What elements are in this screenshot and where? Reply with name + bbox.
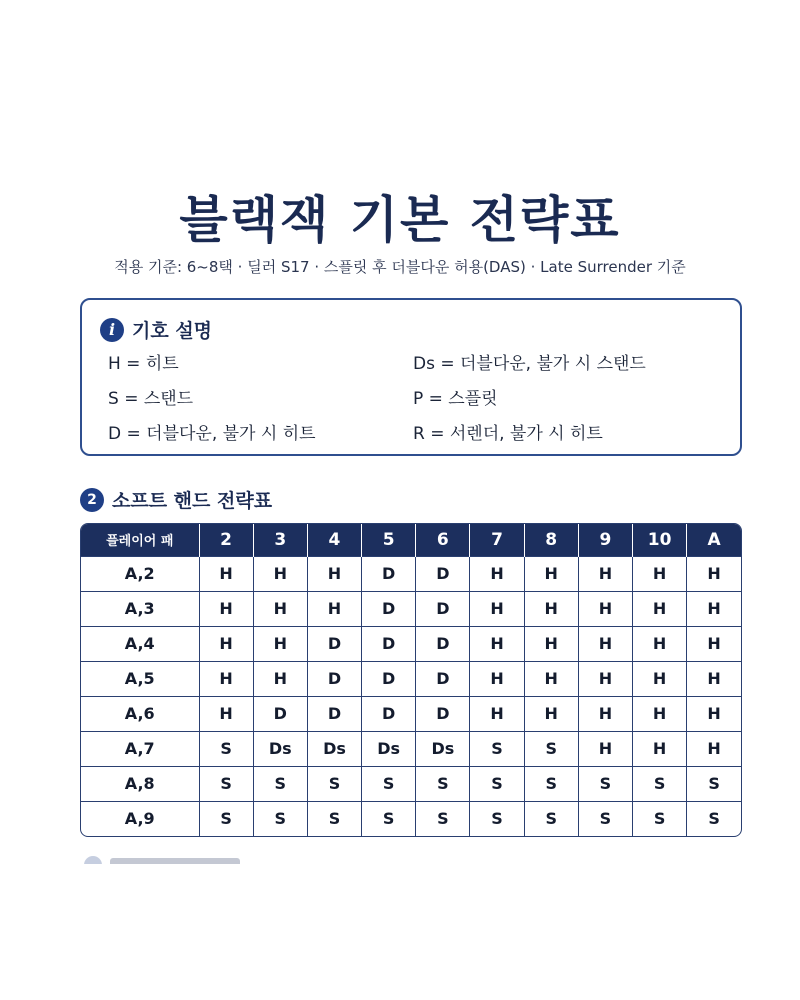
dealer-card-header: 3: [253, 524, 307, 556]
player-hand-header: 플레이어 패: [81, 524, 199, 556]
player-hand-cell: A,3: [81, 591, 199, 626]
action-cell: H: [524, 696, 578, 731]
action-cell: D: [416, 626, 470, 661]
legend-item: S = 스탠드: [108, 389, 194, 409]
action-cell: S: [633, 766, 687, 801]
action-cell: D: [416, 661, 470, 696]
action-cell: H: [307, 591, 361, 626]
action-cell: S: [362, 801, 416, 836]
action-cell: S: [470, 731, 524, 766]
table-row: [81, 766, 741, 801]
action-cell: H: [633, 696, 687, 731]
dealer-card-header: A: [687, 524, 741, 556]
action-cell: H: [524, 626, 578, 661]
table-row: [81, 556, 741, 591]
action-cell: H: [470, 696, 524, 731]
legend-grid: [108, 352, 728, 446]
page-title: 블랙잭 기본 전략표: [179, 191, 621, 249]
legend-item: R = 서렌더, 불가 시 히트: [413, 424, 603, 444]
action-cell: H: [687, 696, 741, 731]
action-cell: S: [416, 801, 470, 836]
action-cell: H: [633, 626, 687, 661]
action-cell: Ds: [253, 731, 307, 766]
action-cell: H: [307, 556, 361, 591]
action-cell: H: [199, 591, 253, 626]
action-cell: S: [362, 766, 416, 801]
action-cell: H: [633, 661, 687, 696]
action-cell: H: [578, 556, 632, 591]
action-cell: H: [253, 556, 307, 591]
action-cell: H: [470, 626, 524, 661]
player-hand-cell: A,7: [81, 731, 199, 766]
action-cell: S: [524, 766, 578, 801]
legend-item: P = 스플릿: [413, 389, 498, 409]
action-cell: D: [307, 626, 361, 661]
action-cell: S: [578, 766, 632, 801]
action-cell: S: [687, 801, 741, 836]
dealer-card-header: 5: [362, 524, 416, 556]
action-cell: H: [687, 626, 741, 661]
dealer-card-header: 10: [633, 524, 687, 556]
action-cell: H: [633, 556, 687, 591]
action-cell: H: [687, 591, 741, 626]
action-cell: S: [470, 766, 524, 801]
player-hand-cell: A,8: [81, 766, 199, 801]
action-cell: H: [687, 556, 741, 591]
action-cell: S: [633, 801, 687, 836]
action-cell: D: [362, 591, 416, 626]
action-cell: D: [416, 591, 470, 626]
table-row: [81, 591, 741, 626]
action-cell: D: [253, 696, 307, 731]
action-cell: S: [307, 766, 361, 801]
action-cell: Ds: [416, 731, 470, 766]
dealer-card-header: 8: [524, 524, 578, 556]
action-cell: H: [578, 591, 632, 626]
section-number-icon: [84, 856, 102, 864]
soft-hand-table: [80, 523, 742, 837]
action-cell: S: [687, 766, 741, 801]
action-cell: H: [199, 696, 253, 731]
action-cell: D: [362, 626, 416, 661]
action-cell: H: [687, 731, 741, 766]
action-cell: S: [253, 801, 307, 836]
action-cell: S: [578, 801, 632, 836]
player-hand-cell: A,9: [81, 801, 199, 836]
player-hand-cell: A,2: [81, 556, 199, 591]
action-cell: H: [470, 661, 524, 696]
action-cell: H: [524, 591, 578, 626]
legend-item: H = 히트: [108, 354, 179, 374]
table-row: [81, 661, 741, 696]
action-cell: H: [578, 696, 632, 731]
legend-item: D = 더블다운, 불가 시 히트: [108, 424, 316, 444]
action-cell: D: [416, 556, 470, 591]
action-cell: S: [199, 731, 253, 766]
action-cell: H: [687, 661, 741, 696]
action-cell: H: [253, 661, 307, 696]
dealer-card-header: 7: [470, 524, 524, 556]
table-row: [81, 731, 741, 766]
action-cell: H: [199, 556, 253, 591]
action-cell: H: [470, 556, 524, 591]
action-cell: H: [524, 661, 578, 696]
action-cell: D: [307, 661, 361, 696]
action-cell: H: [470, 591, 524, 626]
action-cell: S: [524, 731, 578, 766]
legend-item: Ds = 더블다운, 불가 시 스탠드: [413, 354, 646, 374]
action-cell: H: [633, 731, 687, 766]
action-cell: D: [307, 696, 361, 731]
table-body: [81, 556, 741, 836]
next-section-partial: [80, 850, 742, 864]
legend-header: [100, 316, 212, 343]
dealer-card-header: 6: [416, 524, 470, 556]
action-cell: D: [362, 696, 416, 731]
section-title: 소프트 핸드 전략표: [112, 490, 273, 512]
legend-title: 기호 설명: [132, 320, 213, 342]
table-row: [81, 696, 741, 731]
action-cell: H: [199, 626, 253, 661]
table-row: [81, 801, 741, 836]
dealer-card-header: 4: [307, 524, 361, 556]
action-cell: H: [578, 731, 632, 766]
action-cell: Ds: [362, 731, 416, 766]
action-cell: S: [199, 766, 253, 801]
action-cell: H: [633, 591, 687, 626]
action-cell: S: [307, 801, 361, 836]
action-cell: D: [416, 696, 470, 731]
dealer-card-header: 2: [199, 524, 253, 556]
page-subtitle: 적용 기준: 6~8택 · 딜러 S17 · 스플릿 후 더블다운 허용(DAS) · Late Surrender 기준: [114, 258, 686, 276]
action-cell: S: [253, 766, 307, 801]
legend-box: [80, 298, 742, 456]
action-cell: D: [362, 556, 416, 591]
action-cell: H: [578, 661, 632, 696]
section-number-icon: 2: [80, 488, 104, 512]
action-cell: H: [199, 661, 253, 696]
table-row: [81, 626, 741, 661]
action-cell: S: [524, 801, 578, 836]
action-cell: S: [416, 766, 470, 801]
table-header-row: [81, 524, 741, 556]
section-header: [80, 486, 272, 513]
action-cell: H: [524, 556, 578, 591]
player-hand-cell: A,4: [81, 626, 199, 661]
dealer-card-header: 9: [578, 524, 632, 556]
action-cell: S: [199, 801, 253, 836]
player-hand-cell: A,6: [81, 696, 199, 731]
info-icon: i: [100, 318, 124, 342]
action-cell: H: [253, 591, 307, 626]
action-cell: H: [578, 626, 632, 661]
player-hand-cell: A,5: [81, 661, 199, 696]
action-cell: D: [362, 661, 416, 696]
action-cell: H: [253, 626, 307, 661]
section-title-cut: [110, 858, 240, 864]
action-cell: S: [470, 801, 524, 836]
action-cell: Ds: [307, 731, 361, 766]
